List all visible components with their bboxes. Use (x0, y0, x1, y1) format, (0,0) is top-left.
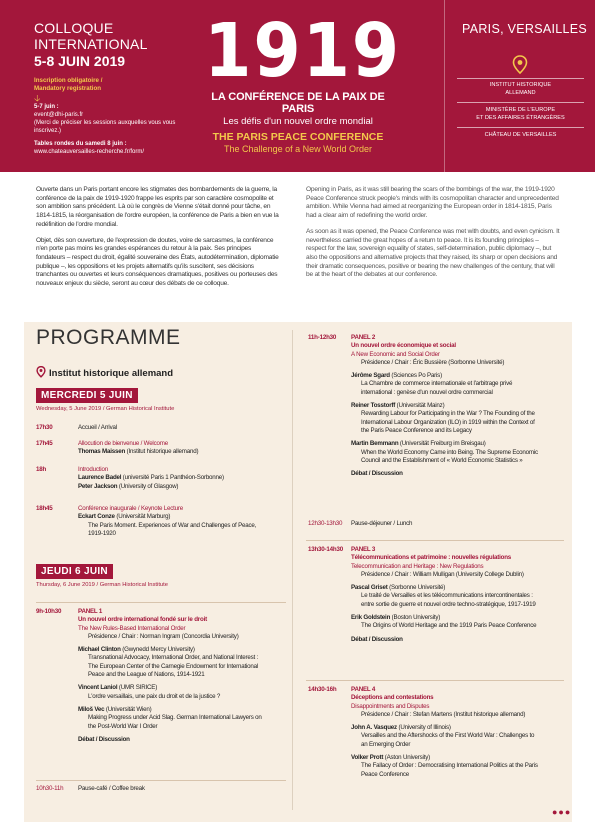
city-label: PARIS, VERSAILLES (462, 22, 588, 36)
venue-divider (457, 127, 584, 128)
programme-title: PROGRAMME (36, 326, 181, 349)
panel-title-en: A New Economic and Social Order (351, 350, 440, 358)
slot-title: Accueil / Arrival (78, 424, 117, 431)
speaker-affiliation: (Universität Marburg) (114, 513, 171, 521)
slot-time: 17h30 (36, 424, 53, 431)
inscription-label: Inscription obligatoire / (34, 77, 103, 84)
conference-title-fr: LA CONFÉRENCE DE LA PAIX DE PARIS (211, 91, 385, 115)
discussion-label: Débat / Discussion (351, 470, 403, 478)
speaker-name: Jérôme Sgard (351, 372, 390, 380)
intro-fr-paragraph-1: Ouverte dans un Paris portant encore les stigmates des bombardements de la guerre, la conférence de la paix de 1919-1920 frappe les esprits par son caractère cosmopolite et son ambition sans précédent. Là où le congrès de Vienne s'était donné pour tâche, en 1814-1815, la réorganisation de l'ordre européen, la conférence de Paris a bien en vue la redéfinition de l'ordre mondial. (36, 186, 279, 228)
talk-title: Rewarding Labour for Participating in the War ? The Founding of the (361, 410, 535, 418)
venue-dhi-line2: ALLEMAND (505, 89, 536, 96)
day-subtitle-wednesday: Wednesday, 5 June 2019 / German Historical Institute (36, 406, 175, 412)
conference-title-en: THE PARIS PEACE CONFERENCE (212, 131, 384, 143)
talk-title: Transnational Advocacy, International Order, and National Interest : (88, 654, 259, 662)
section-rule (306, 540, 564, 541)
section-rule (306, 680, 564, 681)
speaker-name: Laurence Badel (78, 474, 122, 482)
talk-title: Le traité de Versailles et les télécommunications intercontinentales : (361, 592, 533, 600)
speaker-name: Peter Jackson (78, 482, 118, 490)
panel-chair: Présidence / Chair : Stefan Martens (Institut historique allemand) (361, 710, 526, 718)
map-pin-icon (512, 55, 528, 80)
talk-title: The Paris Moment. Experiences of War and Challenges of Peace, (88, 521, 257, 529)
continued-dots-icon: ●●● (552, 807, 572, 817)
event-dates: 5-8 JUIN 2019 (34, 53, 126, 69)
registration-required (34, 77, 204, 93)
subtitle-en: The Challenge of a New World Order (224, 144, 372, 154)
panel-title-en: The New Rules-Based International Order (78, 624, 186, 632)
speaker-affiliation: (Aston University) (383, 754, 430, 762)
day-subtitle-thursday: Thursday, 6 June 2019 / German Historical Institute (36, 582, 168, 588)
talk-title: Peace Conference (361, 770, 410, 778)
registration-note: (Merci de préciser les sessions auxquelles vous vous inscrivez.) (34, 120, 176, 134)
speaker-name: Thomas Maissen (78, 448, 126, 456)
venue-versailles: CHÂTEAU DE VERSAILLES (484, 132, 557, 138)
jun8-label: Tables rondes du samedi 8 juin : (34, 141, 127, 147)
venue-ministry-line1: MINISTÈRE DE L'EUROPE (485, 107, 556, 113)
discussion-label: Débat / Discussion (351, 635, 403, 643)
speaker-name: Reiner Tosstorff (351, 402, 396, 410)
slot-time: 18h45 (36, 505, 53, 512)
year-title: 1919 (204, 8, 402, 94)
programme-venue (36, 366, 173, 381)
down-arrow-icon: 🡣 (34, 93, 41, 103)
slot-title: Pause-déjeuner / Lunch (351, 520, 413, 527)
panel-label: PANEL 2 (351, 334, 376, 341)
panel-chair: Présidence / Chair : William Mulligan (University College Dublin) (361, 570, 524, 578)
speaker-affiliation: (Universität Wien) (104, 705, 152, 713)
intro-french (36, 186, 281, 296)
slot-time: 14h30-16h (308, 686, 337, 693)
talk-title: an Emerging Order (361, 740, 411, 748)
speaker-affiliation: (UMR SIRICE) (117, 684, 158, 692)
venue-dhi-line1: INSTITUT HISTORIQUE (489, 82, 552, 88)
speaker-affiliation: (Gwynedd Mercy University) (120, 646, 195, 654)
talk-title: 1919-1920 (88, 529, 116, 537)
panel-label: PANEL 4 (351, 686, 376, 693)
registration-8-june (34, 140, 204, 156)
venue-dhi (445, 82, 595, 97)
registration-email-link[interactable]: event@dhi-paris.fr (34, 112, 84, 118)
speaker-affiliation: (Institut historique allemand) (125, 448, 199, 456)
intro-en-paragraph-1: Opening in Paris, as it was still bearing the scars of the bombings of the war, the 1919-1920 Peace Conference struck people's minds with its cosmopolitan character and unprecedented ambition. While Vienna had aimed at reorganizing the European order in 1814-1815, Paris had a clear aim of redefining the world order. (306, 186, 559, 220)
speaker-affiliation: (université Paris 1 Panthéon-Sorbonne) (121, 474, 224, 482)
section-rule (36, 602, 286, 603)
talk-title: L'ordre versaillais, une paix du droit et de la justice ? (88, 692, 221, 700)
column-divider (292, 330, 293, 810)
slot-title: Pause-café / Coffee break (78, 785, 145, 792)
speaker-name: Erik Goldstein (351, 614, 391, 622)
intro-english (306, 186, 560, 287)
speaker-affiliation: (Sciences Po Paris) (389, 372, 442, 380)
slot-title: Conférence inaugurale / Keynote Lecture (78, 505, 184, 512)
intro-en-paragraph-2: As soon as it was opened, the Peace Conference was met with doubts, and even cynicism. It nevertheless carried the great hopes of a return to peace. It is its founding principles – respect for the law, sovereign equality of states, self-determination, public diplomacy –, but also the oppositions and alternative projects that they raised, its sharp or open decisions and their dramatic consequences, positive or bearing the new challenges of the century, that will be at the heart of the debates at our conference. (306, 227, 560, 279)
talk-title: entre sortie de guerre et nouvel ordre techno-stratégique, 1917-1919 (361, 600, 536, 608)
talk-title: The European Center of the Carnegie Endowment for International (88, 662, 259, 670)
header-left-info (34, 20, 204, 156)
panel-label: PANEL 3 (351, 546, 376, 553)
talk-title: International Labour Organization (ILO) in 1919 within the Context of (361, 418, 535, 426)
speaker-affiliation: (University of Glasgow) (117, 482, 179, 490)
talk-title: international : genèse d'un nouvel ordre commercial (361, 388, 493, 396)
speaker-name: Volker Prott (351, 754, 384, 762)
talk-title: Peace and the League of Nations, 1914-1921 (88, 671, 205, 679)
panel-title: Télécommunications et patrimoine : nouvelles régulations (351, 554, 512, 562)
speaker-affiliation: (Universität Mainz) (395, 402, 445, 410)
slot-title: Introduction (78, 466, 108, 473)
venue-divider (457, 102, 584, 103)
registration-form-link[interactable]: www.chateauversailles-recherche.fr/form/ (34, 149, 145, 155)
panel-title: Déceptions and contestations (351, 694, 434, 702)
slot-time: 11h-12h30 (308, 334, 337, 341)
talk-title: When the World Economy Came into Being. The Supreme Economic (361, 448, 538, 456)
panel-chair: Présidence / Chair : Éric Bussière (Sorbonne Université) (361, 358, 505, 366)
talk-title: the Post-World War I Order (88, 722, 158, 730)
talk-title: The Fallacy of Order : Democratising International Politics at the Paris (361, 762, 538, 770)
slot-time: 10h30-11h (36, 785, 64, 792)
speaker-name: Miloš Vec (78, 705, 105, 713)
talk-title: La Chambre de commerce internationale et l'arbitrage privé (361, 380, 513, 388)
panel-title: Un nouvel ordre international fondé sur le droit (78, 616, 207, 624)
venue-ministry (445, 107, 595, 122)
programme-venue-label: Institut historique allemand (49, 368, 174, 379)
subtitle-fr: Les défis d'un nouvel ordre mondial (223, 116, 373, 127)
panel-chair: Présidence / Chair : Norman Ingram (Concordia University) (88, 632, 239, 640)
panel-title-en: Telecommunication and Heritage : New Regulations (351, 562, 484, 570)
intro-fr-paragraph-2: Objet, dès son ouverture, de l'expression de doutes, voire de sarcasmes, la conférence n'en porte pas moins les grandes espérances du retour à la paix. Ses principes fondateurs – respect du droit, égalité souveraine des États, autodétermination, diplomatie publique –, les oppositions et les projets alternatifs qu'ils suscitent, ses décisions tranchantes ou ouvertes et leurs conséquences dramatiques, positives ou porteuses des nouveaux enjeux du siècle, seront au cœur des débats de ce colloque. (36, 236, 279, 288)
venue-ministry-line2: ET DES AFFAIRES ÉTRANGÈRES (476, 114, 565, 121)
talk-title: Council and the Establishment of « World Economic Statistics » (361, 456, 523, 464)
talk-title: The Origins of World Heritage and the 1919 Paris Peace Conference (361, 622, 537, 630)
speaker-affiliation: (University of Illinois) (396, 724, 451, 732)
header-title-block (196, 8, 402, 154)
slot-time: 13h30-14h30 (308, 546, 343, 553)
map-pin-icon (36, 366, 46, 381)
discussion-label: Débat / Discussion (78, 735, 130, 743)
speaker-affiliation: (Universität Freiburg im Breisgau) (398, 440, 486, 448)
section-rule (36, 780, 286, 781)
speaker-affiliation: (Boston University) (390, 614, 441, 622)
slot-time: 9h-10h30 (36, 608, 62, 615)
speaker-name: Martin Bemmann (351, 440, 399, 448)
panel-label: PANEL 1 (78, 608, 103, 615)
talk-title: Versailles and the Aftershocks of the First World War : Challenges to (361, 732, 535, 740)
speaker-name: John A. Vasquez (351, 724, 397, 732)
talk-title: the Paris Peace Conference and its Legacy (361, 426, 472, 434)
slot-time: 18h (36, 466, 47, 473)
registration-5-7-june (34, 103, 204, 135)
panel-title: Un nouvel ordre économique et social (351, 342, 456, 350)
jun5-label: 5-7 juin : (34, 104, 59, 110)
slot-time: 12h30-13h30 (308, 520, 343, 527)
talk-title: Making Progress under Acid Slag. German International Lawyers on (88, 714, 262, 722)
mandatory-label: Mandatory registration (34, 85, 102, 92)
speaker-name: Pascal Griset (351, 584, 388, 592)
venue-divider (457, 78, 584, 79)
slot-time: 17h45 (36, 440, 53, 447)
header-venues (444, 0, 595, 172)
colloque-label: COLLOQUE INTERNATIONAL (34, 20, 148, 52)
slot-title: Allocution de bienvenue / Welcome (78, 440, 168, 447)
speaker-name: Michael Clinton (78, 646, 121, 654)
speaker-affiliation: (Sorbonne Université) (387, 584, 446, 592)
day-banner-thursday: JEUDI 6 JUIN (36, 564, 113, 579)
panel-title-en: Disappointments and Disputes (351, 702, 430, 710)
speaker-name: Vincent Laniol (78, 684, 118, 692)
speaker-name: Eckart Conze (78, 513, 115, 521)
header-banner (0, 0, 595, 172)
day-banner-wednesday: MERCREDI 5 JUIN (36, 388, 138, 403)
